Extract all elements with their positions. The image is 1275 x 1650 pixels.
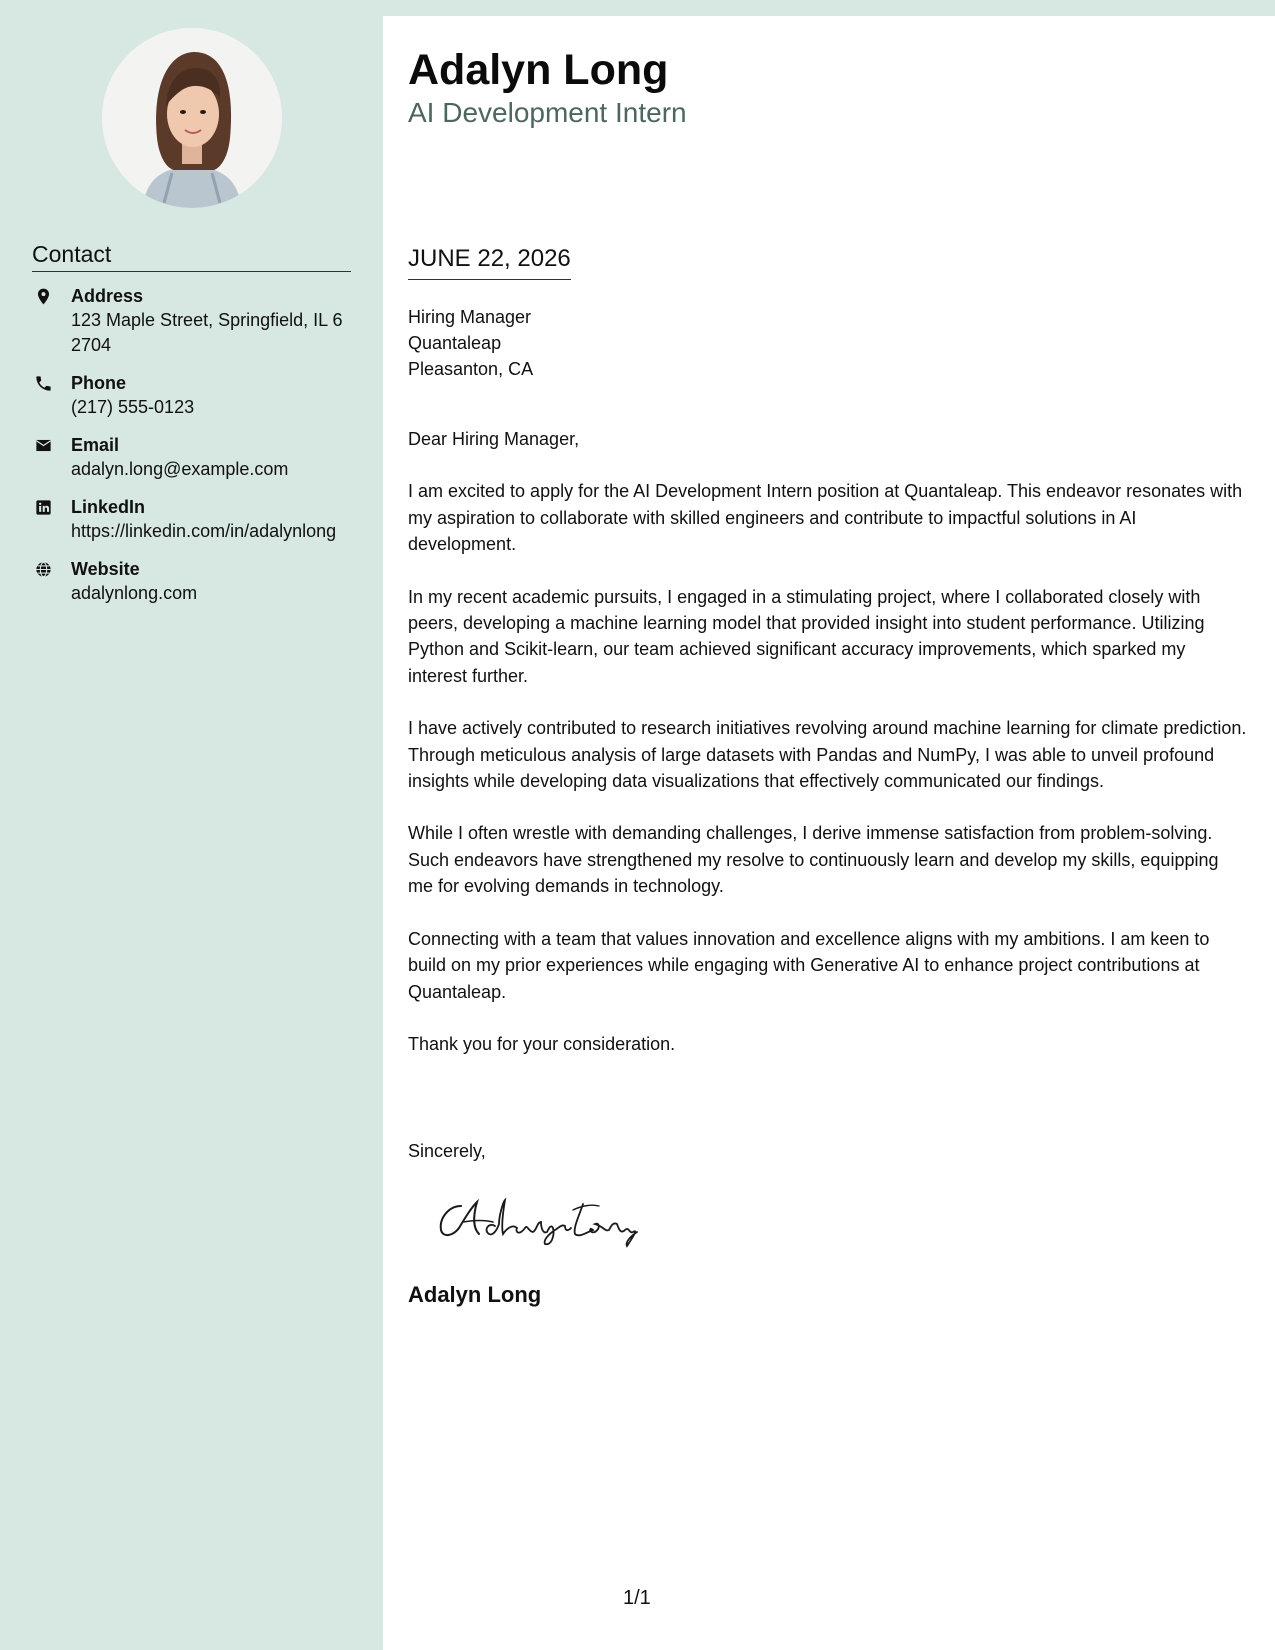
website-value[interactable]: adalynlong.com <box>71 583 198 603</box>
email-value[interactable]: adalyn.long@example.com <box>71 459 289 479</box>
linkedin-icon <box>34 498 53 517</box>
profile-photo <box>102 28 282 208</box>
phone-label: Phone <box>71 373 127 393</box>
contact-phone <box>32 371 352 420</box>
handwritten-signature <box>433 1188 653 1248</box>
recipient-line: Quantaleap <box>408 333 502 353</box>
letter-paragraph: I am excited to apply for the AI Development Intern position at Quantaleap. This endeavor resonates with my aspiration to collaborate with skilled engineers and contribute to impactful solutions in AI development. <box>408 481 1243 555</box>
letter-paragraph: I have actively contributed to research initiatives revolving around machine learning for climate prediction. Through meticulous analysis of large datasets with Pandas and NumPy, I was able to unveil profound insights while developing data visualizations that effectively communicated our findings. <box>408 718 1247 792</box>
envelope-icon <box>34 436 53 455</box>
letter-date: JUNE 22, 2026 <box>408 244 571 280</box>
contact-heading: Contact <box>32 240 351 272</box>
contact-website <box>32 557 352 606</box>
letter-paragraph: Connecting with a team that values innovation and excellence aligns with my ambitions. I am keen to build on my prior experiences while engaging with Generative AI to enhance project contributions at Quantaleap. <box>408 928 1210 1002</box>
applicant-title: AI Development Intern <box>408 97 687 128</box>
email-label: Email <box>71 435 120 455</box>
closing: Sincerely, <box>408 1141 486 1161</box>
recipient-line: Hiring Manager <box>408 307 532 327</box>
phone-value: (217) 555-0123 <box>71 397 195 417</box>
map-pin-icon <box>34 287 53 306</box>
page-number: 1/1 <box>623 1587 651 1609</box>
linkedin-value[interactable]: https://linkedin.com/in/adalynlong <box>71 521 337 541</box>
applicant-name: Adalyn Long <box>408 46 669 94</box>
recipient-line: Pleasanton, CA <box>408 359 534 379</box>
signer-name: Adalyn Long <box>408 1282 542 1307</box>
contact-address <box>32 284 352 358</box>
greeting: Dear Hiring Manager, <box>408 429 580 449</box>
website-label: Website <box>71 559 140 579</box>
globe-icon <box>34 560 53 579</box>
recipient-block <box>408 304 533 382</box>
linkedin-label: LinkedIn <box>71 497 146 517</box>
contact-linkedin <box>32 495 352 544</box>
phone-icon <box>34 374 53 393</box>
address-label: Address <box>71 286 144 306</box>
address-value: 123 Maple Street, Springfield, IL 62704 <box>71 310 343 355</box>
letter-paragraph: While I often wrestle with demanding challenges, I derive immense satisfaction from problem-solving. Such endeavors have strengthened my resolve to continuously learn and develop my skills, equipping me for evolving demands in technology. <box>408 823 1219 897</box>
letter-paragraph: Thank you for your consideration. <box>408 1033 676 1054</box>
contact-email <box>32 433 352 482</box>
letter-panel <box>383 16 1275 1650</box>
letter-paragraph: In my recent academic pursuits, I engaged in a stimulating project, where I collaborated closely with peers, developing a machine learning model that provided insight into student performance. Utilizing Python and Scikit-learn, our team achieved significant accuracy improvements, which sparked my interest further. <box>408 586 1205 686</box>
contact-list <box>32 284 352 619</box>
letter-body <box>408 426 1248 1083</box>
sidebar <box>0 0 383 1650</box>
